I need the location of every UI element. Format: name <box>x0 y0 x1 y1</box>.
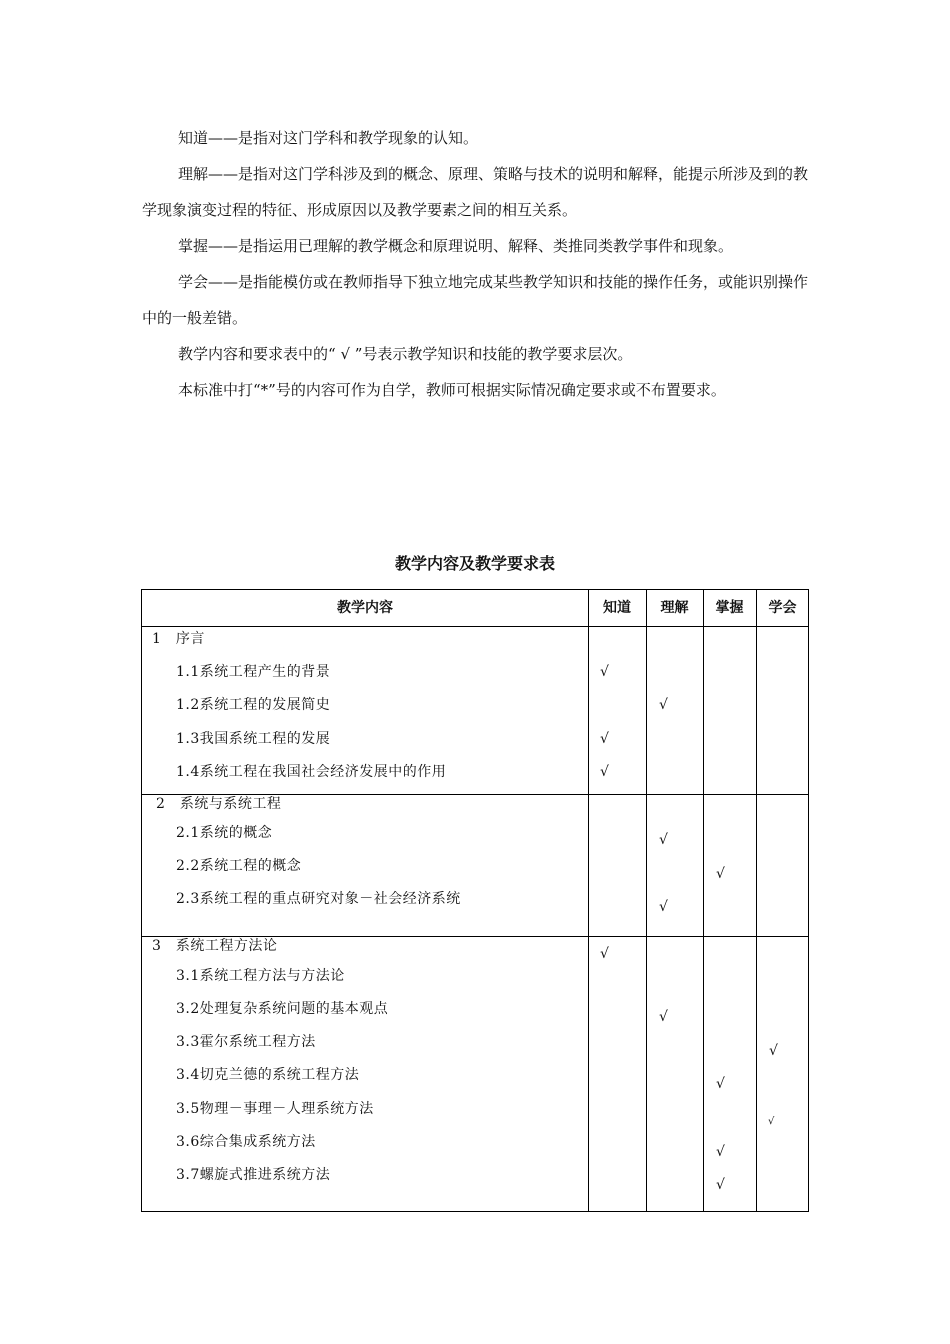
header-master: 掌握 <box>715 600 744 616</box>
check-mark-icon: √ <box>769 1043 778 1059</box>
table-title: 教学内容及教学要求表 <box>394 554 555 573</box>
content-item: 3.3霍尔系统工程方法 <box>176 1034 316 1050</box>
requirements-table <box>141 589 809 1212</box>
check-mark-icon: √ <box>716 866 725 882</box>
content-item: 3.1系统工程方法与方法论 <box>176 968 345 984</box>
check-mark-icon: √ <box>659 899 668 915</box>
section-heading: 3 系统工程方法论 <box>152 938 278 954</box>
content-item: 3.4切克兰德的系统工程方法 <box>176 1067 360 1083</box>
check-mark-icon: √ <box>768 1116 775 1127</box>
intro-text <box>142 120 810 408</box>
content-item: 3.2处理复杂系统问题的基本观点 <box>176 1001 389 1017</box>
table-divider <box>646 590 647 1211</box>
header-understand: 理解 <box>660 600 689 616</box>
check-mark-icon: √ <box>600 946 609 962</box>
check-mark-icon: √ <box>600 764 609 780</box>
content-item: 2.3系统工程的重点研究对象－社会经济系统 <box>176 891 461 907</box>
content-item: 1.3我国系统工程的发展 <box>176 731 331 747</box>
header-know: 知道 <box>603 600 631 616</box>
check-mark-icon: √ <box>716 1177 725 1193</box>
table-divider <box>756 590 757 1211</box>
header-learn: 学会 <box>768 600 797 616</box>
section-heading: 2 系统与系统工程 <box>156 796 282 812</box>
content-item: 2.2系统工程的概念 <box>176 858 302 874</box>
content-item: 3.6综合集成系统方法 <box>176 1134 316 1150</box>
section-heading: 1 序言 <box>152 631 205 647</box>
self-study-note: 本标准中打“*”号的内容可作为自学，教师可根据实际情况确定要求或不布置要求。 <box>178 381 726 399</box>
check-mark-icon: √ <box>600 664 609 680</box>
header-content: 教学内容 <box>337 600 393 616</box>
definition-know: 知道——是指对这门学科和教学现象的认知。 <box>178 129 479 147</box>
check-mark-icon: √ <box>659 832 668 848</box>
table-divider <box>142 626 808 627</box>
check-mark-icon: √ <box>716 1144 725 1160</box>
content-item: 3.5物理－事理－人理系统方法 <box>176 1101 374 1117</box>
check-mark-icon: √ <box>659 697 668 713</box>
content-item: 1.4系统工程在我国社会经济发展中的作用 <box>176 764 447 780</box>
check-mark-icon: √ <box>600 731 609 747</box>
check-mark-icon: √ <box>716 1076 725 1092</box>
table-divider <box>588 590 589 1211</box>
content-item: 1.1系统工程产生的背景 <box>176 664 331 680</box>
table-divider <box>703 590 704 1211</box>
content-item: 2.1系统的概念 <box>176 825 273 841</box>
check-mark-icon: √ <box>659 1009 668 1025</box>
content-item: 3.7螺旋式推进系统方法 <box>176 1167 331 1183</box>
definition-learn: 学会——是指能模仿或在教师指导下独立地完成某些教学知识和技能的操作任务，或能识别操作中的一般差错。 <box>142 273 809 327</box>
definition-understand: 理解——是指对这门学科涉及到的概念、原理、策略与技术的说明和解释，能提示所涉及到的教学现象演变过程的特征、形成原因以及教学要素之间的相互关系。 <box>142 165 809 219</box>
content-item: 1.2系统工程的发展简史 <box>176 697 331 713</box>
check-mark-note: 教学内容和要求表中的“ √ ”号表示教学知识和技能的教学要求层次。 <box>178 345 633 363</box>
definition-master: 掌握——是指运用已理解的教学概念和原理说明、解释、类推同类教学事件和现象。 <box>178 237 734 255</box>
